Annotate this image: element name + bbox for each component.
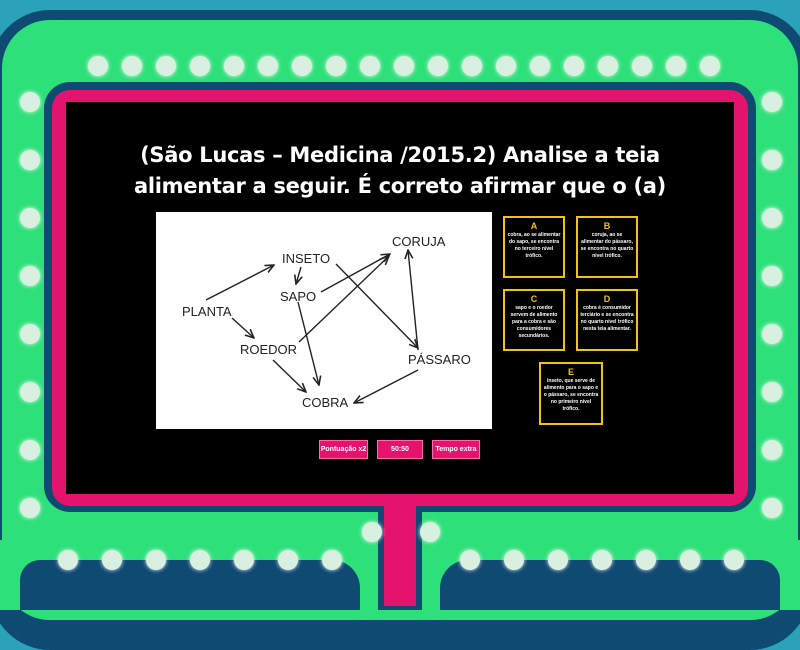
marquee-bulb (234, 550, 254, 570)
arrow-passaro-cobra (354, 370, 418, 403)
node-cobra: COBRA (302, 395, 349, 410)
marquee-bulb (598, 56, 618, 76)
marquee-bulb (680, 550, 700, 570)
marquee-bulb (762, 92, 782, 112)
marquee-bulb (146, 550, 166, 570)
answer-c[interactable] (503, 289, 565, 351)
marquee-bulb (460, 550, 480, 570)
marquee-bulb (190, 56, 210, 76)
marquee-bulb (724, 550, 744, 570)
marquee-bulb (496, 56, 516, 76)
node-inseto: INSETO (282, 251, 331, 266)
answer-letter: B (603, 221, 611, 231)
node-sapo: SAPO (280, 289, 317, 304)
marquee-bulb (122, 56, 142, 76)
answer-b[interactable] (576, 216, 638, 278)
marquee-bulb (20, 208, 40, 228)
marquee-bulb (20, 440, 40, 460)
arrow-roedor-cobra (273, 360, 306, 392)
marquee-bulb (20, 498, 40, 518)
node-coruja: CORUJA (392, 234, 446, 249)
marquee-bulb (762, 266, 782, 286)
node-planta: PLANTA (182, 304, 232, 319)
answer-letter: D (603, 294, 611, 304)
arrow-sapo-cobra (298, 302, 319, 385)
marquee-bulb (20, 324, 40, 344)
marquee-bulb (762, 498, 782, 518)
arrow-sapo-coruja (321, 254, 390, 292)
marquee-bulb (504, 550, 524, 570)
answer-text: sapo e o roedor servem de alimento para a cobra e são consumidores secundários. (510, 305, 558, 339)
answer-text: inseto, que serve de alimento para o sapo e o pássaro, se encontra no primeiro nível trófico. (543, 378, 599, 412)
answer-e[interactable] (539, 362, 603, 425)
marquee-bulb (190, 550, 210, 570)
marquee-bulb (700, 56, 720, 76)
double-score-button[interactable]: Pontuação x2 (319, 440, 368, 459)
marquee-bulb (88, 56, 108, 76)
marquee-bulb (326, 56, 346, 76)
answer-text: cobra, ao se alimentar do sapo, se encontra no terceiro nível trófico. (507, 232, 561, 259)
marquee-bulb (20, 266, 40, 286)
marquee-bulb (762, 440, 782, 460)
marquee-bulb (428, 56, 448, 76)
marquee-bulb (224, 56, 244, 76)
marquee-bulb (278, 550, 298, 570)
marquee-bulb (420, 522, 440, 542)
board-stem (384, 496, 416, 606)
arrow-planta-roedor (232, 318, 254, 338)
marquee-bulb (292, 56, 312, 76)
marquee-bulb (762, 208, 782, 228)
extra-time-button[interactable]: Tempo extra (432, 440, 480, 459)
marquee-bulb (102, 550, 122, 570)
marquee-bulb (156, 56, 176, 76)
marquee-bulb (762, 324, 782, 344)
marquee-bulb (564, 56, 584, 76)
question-text: (São Lucas – Medicina /2015.2) Analise a teia alimentar a seguir. É correto afirmar que o (a) (134, 143, 666, 198)
arrow-inseto-sapo (296, 267, 301, 284)
marquee-bulb (322, 550, 342, 570)
marquee-bulb (394, 56, 414, 76)
food-web-image (156, 212, 492, 429)
marquee-bulb (360, 56, 380, 76)
answer-letter: C (530, 294, 538, 304)
answer-text: cobra é consumidor terciário e se encontra no quarto nível trófico nesta teia alimentar. (580, 305, 634, 332)
answer-letter: A (530, 221, 538, 231)
marquee-bulb (530, 56, 550, 76)
marquee-bulb (258, 56, 278, 76)
marquee-bulb (20, 92, 40, 112)
marquee-bulb (636, 550, 656, 570)
marquee-bulb (762, 382, 782, 402)
answer-letter: E (567, 367, 574, 377)
marquee-bulb (362, 522, 382, 542)
marquee-bulb (20, 150, 40, 170)
marquee-bulb (20, 382, 40, 402)
answer-a[interactable] (503, 216, 565, 278)
marquee-bulb (462, 56, 482, 76)
marquee-bulb (58, 550, 78, 570)
marquee-bulb (666, 56, 686, 76)
arrow-planta-inseto (206, 265, 274, 300)
fifty-fifty-button[interactable]: 50:50 (377, 440, 423, 459)
node-passaro: PÁSSARO (408, 352, 471, 367)
node-roedor: ROEDOR (240, 342, 298, 357)
marquee-bulb (548, 550, 568, 570)
marquee-bulb (592, 550, 612, 570)
answer-text: coruja, ao se alimentar do pássaro, se encontra no quarto nível trófico. (580, 232, 634, 259)
marquee-bulb (762, 150, 782, 170)
arrow-passaro-coruja (408, 250, 418, 350)
marquee-bulb (632, 56, 652, 76)
answer-d[interactable] (576, 289, 638, 351)
